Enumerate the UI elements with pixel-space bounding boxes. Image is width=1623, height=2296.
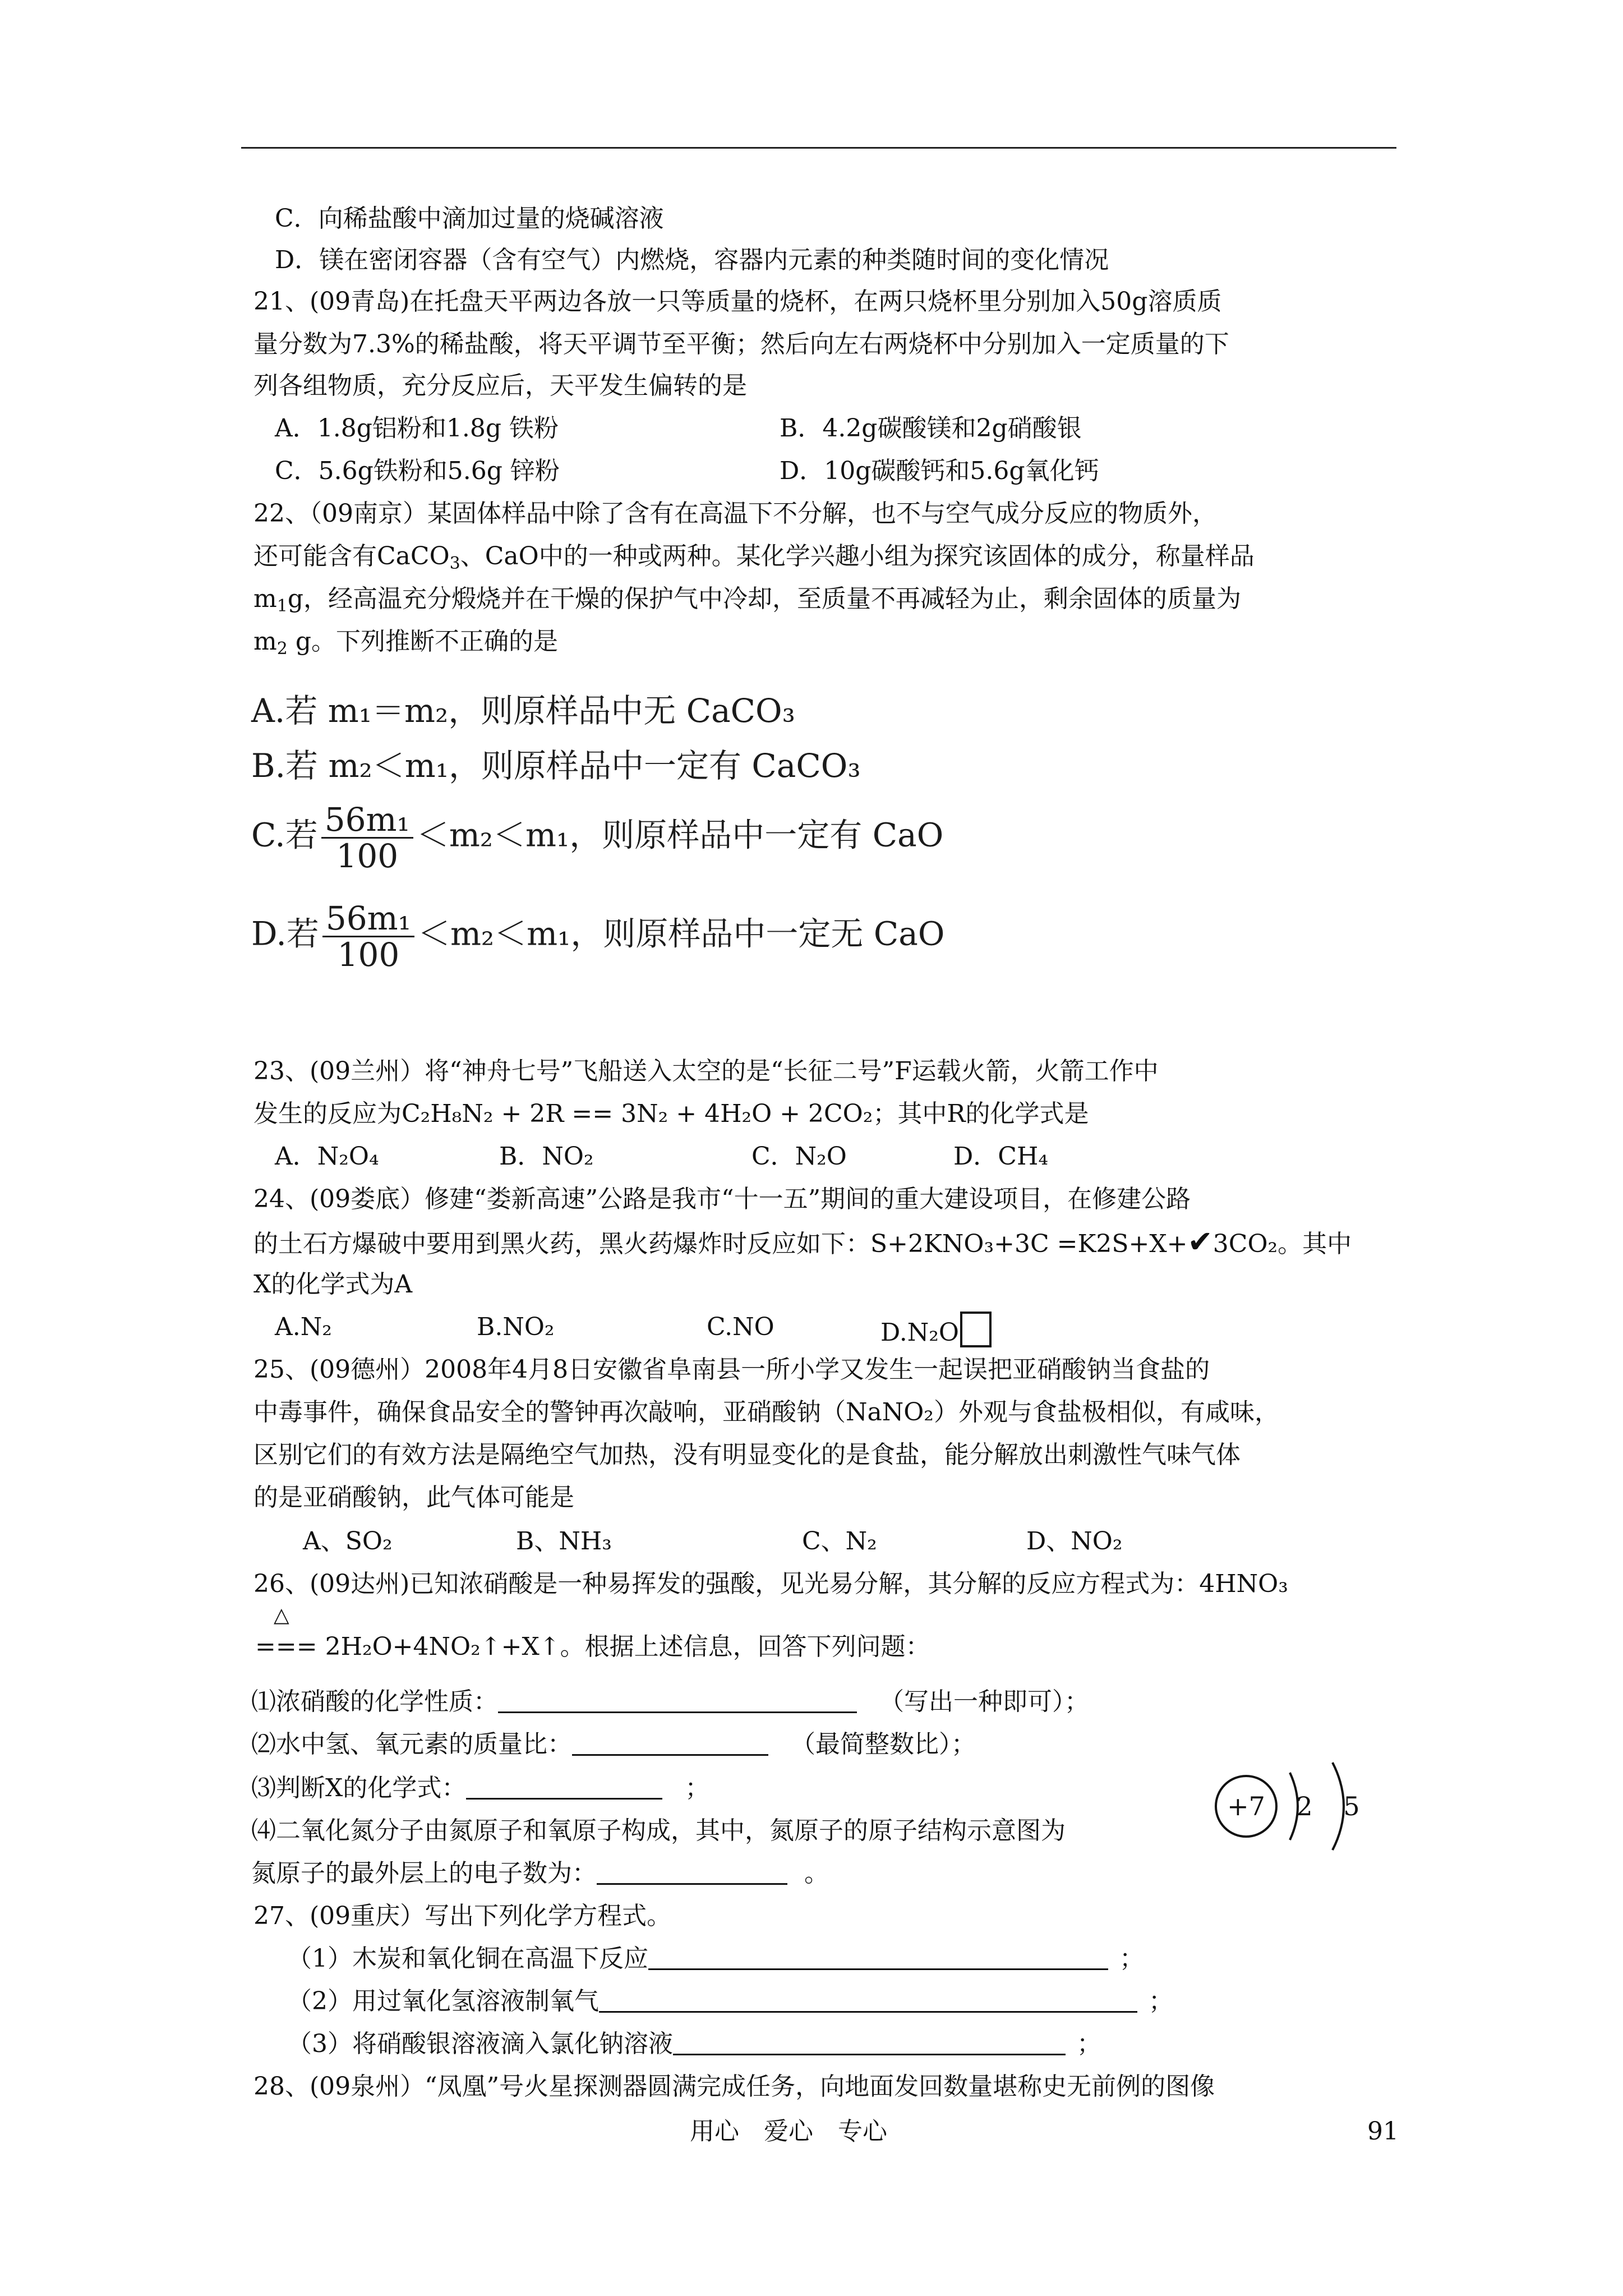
answer-blank[interactable] <box>597 1861 787 1885</box>
q24-line3: X的化学式为A <box>253 1270 413 1299</box>
option-d: D．镁在密闭容器（含有空气）内燃烧，容器内元素的种类随时间的变化情况 <box>275 246 1109 274</box>
q21-option-d: D．10g碳酸钙和5.6g氧化钙 <box>780 457 1099 485</box>
q21-line2: 量分数为7.3%的稀盐酸，将天平调节至平衡；然后向左右两烧杯中分别加入一定质量的下 <box>253 330 1229 358</box>
q26-part1: ⑴浓硝酸的化学性质： （写出一种即可）； <box>251 1687 1089 1716</box>
shell2-electrons: 5 <box>1343 1791 1360 1821</box>
answer-blank[interactable] <box>673 2031 1066 2055</box>
q25-line4: 的是亚硝酸钠，此气体可能是 <box>253 1483 574 1512</box>
answer-blank[interactable] <box>572 1732 768 1756</box>
q22-option-b: B.若 m₂＜m₁，则原样品中一定有 CaCO₃ <box>251 747 861 785</box>
q25-option-d: D、NO₂ <box>1026 1527 1123 1556</box>
q22-option-d: D.若 $\frac{\text{56m₁}}{100}$ ＜m₂＜m₁，则原样品中一定无 CaO <box>251 899 945 974</box>
q21-option-a: A．1.8g铝粉和1.8g 铁粉 <box>275 414 559 443</box>
q24-line1: 24、(09娄底）修建“娄新高速”公路是我市“十一五”期间的重大建设项目，在修建公路 <box>253 1185 1191 1213</box>
q27-title: 27、(09重庆）写出下列化学方程式。 <box>253 1902 672 1930</box>
answer-blank[interactable] <box>498 1689 857 1713</box>
q22-line2: 还可能含有CaCO$_3$、CaO中的一种或两种。某化学兴趣小组为探究该固体的成分，称量样品 <box>253 542 1255 573</box>
fraction: $\frac{\text{56m₁}}{100}$ <box>321 802 413 873</box>
heating-triangle: △ <box>274 1604 289 1627</box>
q24-option-b: B.NO₂ <box>477 1313 555 1341</box>
q22-line3: $m_1g$，经高温充分煅烧并在干燥的保护气中冷却，至质量不再减轻为止，剩余固体的质量为 <box>253 585 1241 616</box>
answer-blank[interactable] <box>599 1989 1137 2013</box>
shell1-electrons: 2 <box>1296 1791 1313 1821</box>
q25-option-c: C、N₂ <box>802 1527 877 1556</box>
q22-option-c: C.若 $\frac{\text{56m₁}}{100}$ ＜m₂＜m₁，则原样品中一定有 CaO <box>251 800 944 875</box>
q26-line2: === 2H₂O+4NO₂↑+X↑。根据上述信息，回答下列问题： <box>255 1632 930 1661</box>
q24-option-d: D.N₂O <box>880 1312 992 1349</box>
footer-motto: 用心 爱心 专心 <box>690 2117 887 2146</box>
q25-option-a: A、SO₂ <box>303 1527 393 1556</box>
option-c: C．向稀盐酸中滴加过量的烧碱溶液 <box>275 204 664 233</box>
q26-part3: ⑶判断X的化学式： ； <box>251 1774 710 1802</box>
q25-line1: 25、(09德州）2008年4月8日安徽省阜南县一所小学又发生一起误把亚硝酸钠当食盐的 <box>253 1355 1210 1384</box>
q22-line1: 22、（09南京）某固体样品中除了含有在高温下不分解，也不与空气成分反应的物质外， <box>253 499 1217 528</box>
fraction: $\frac{\text{56m₁}}{100}$ <box>322 901 414 972</box>
nucleus-charge: +7 <box>1227 1791 1265 1821</box>
q22-line4: $m_2$ g。下列推断不正确的是 <box>253 627 558 659</box>
q21-line3: 列各组物质，充分反应后，天平发生偏转的是 <box>253 371 747 400</box>
q24-option-a: A.N₂ <box>275 1313 332 1341</box>
q23-option-b: B．NO₂ <box>499 1142 594 1171</box>
q26-part4: ⑷二氧化氮分子由氮原子和氧原子构成，其中，氮原子的原子结构示意图为 <box>251 1816 1066 1845</box>
q24-option-c: C.NO <box>707 1313 774 1341</box>
q25-line2: 中毒事件，确保食品安全的警钟再次敲响，亚硝酸钠（NaNO₂）外观与食盐极相似，有咸味， <box>253 1398 1279 1427</box>
q22-option-a: A.若 m₁＝m₂，则原样品中无 CaCO₃ <box>251 692 795 730</box>
q28-line1: 28、(09泉州）“凤凰”号火星探测器圆满完成任务，向地面发回数量堪称史无前例的图像 <box>253 2072 1215 2101</box>
header-rule <box>241 147 1396 149</box>
answer-blank[interactable] <box>648 1946 1108 1970</box>
q23-line2: 发生的反应为C₂H₈N₂ + 2R == 3N₂ + 4H₂O + 2CO₂；其中R的化学式是 <box>253 1099 1089 1128</box>
q26-part5: 氮原子的最外层上的电子数为： 。 <box>251 1859 829 1888</box>
q21-option-b: B．4.2g碳酸镁和2g硝酸银 <box>780 414 1082 443</box>
q27-item2: （2）用过氧化氢溶液制氧气 ； <box>287 1987 1173 2016</box>
check-icon: ✔ <box>1187 1224 1213 1259</box>
q25-line3: 区别它们的有效方法是隔绝空气加热，没有明显变化的是食盐，能分解放出刺激性气味气体 <box>253 1441 1241 1469</box>
q27-item3: （3）将硝酸银溶液滴入氯化钠溶液 ； <box>287 2030 1101 2058</box>
nitrogen-atom-diagram <box>1211 1750 1391 1862</box>
answer-blank[interactable] <box>466 1775 662 1800</box>
q21-line1: 21、(09青岛)在托盘天平两边各放一只等质量的烧杯，在两只烧杯里分别加入50g溶质质 <box>253 287 1222 316</box>
q26-part2: ⑵水中氢、氧元素的质量比： （最简整数比）； <box>251 1730 976 1759</box>
page-number: 91 <box>1367 2117 1399 2146</box>
q24-line2: 的土石方爆破中要用到黑火药，黑火药爆炸时反应如下：S+2KNO₃+3C =K2S+X+✔3CO₂。其中 <box>253 1224 1352 1259</box>
q25-option-b: B、NH₃ <box>516 1527 612 1556</box>
q23-line1: 23、(09兰州）将“神舟七号”飞船送入太空的是“长征二号”F运载火箭，火箭工作中 <box>253 1057 1159 1085</box>
q21-option-c: C．5.6g铁粉和5.6g 锌粉 <box>275 457 560 485</box>
q23-option-d: D．CH₄ <box>953 1142 1048 1171</box>
answer-box <box>960 1312 992 1347</box>
q26-line1: 26、(09达州)已知浓硝酸是一种易挥发的强酸，见光易分解，其分解的反应方程式为：4HNO₃ <box>253 1570 1288 1598</box>
q23-option-c: C．N₂O <box>751 1142 847 1171</box>
q23-option-a: A．N₂O₄ <box>275 1142 379 1171</box>
q27-item1: （1）木炭和氧化铜在高温下反应 ； <box>287 1944 1144 1973</box>
